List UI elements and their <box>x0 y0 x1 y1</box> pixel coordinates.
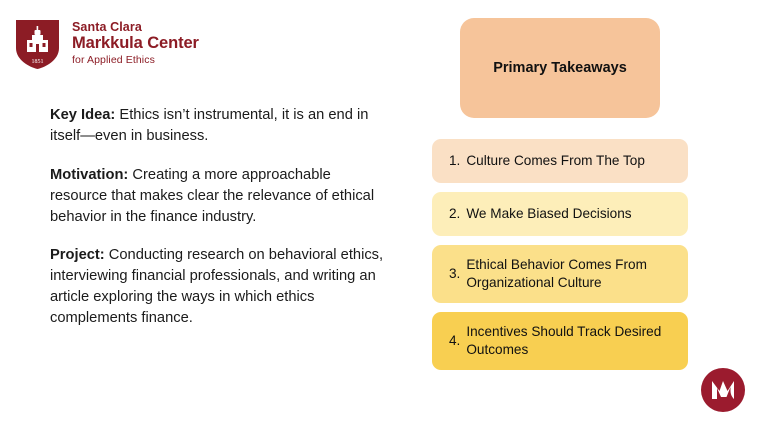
paragraph-label: Key Idea: <box>50 107 116 123</box>
organization-logo <box>14 18 199 70</box>
takeaways-card-list <box>432 139 688 370</box>
takeaway-number: 2. <box>449 205 461 221</box>
takeaway-number: 4. <box>449 333 461 349</box>
takeaway-number: 3. <box>449 266 461 282</box>
takeaway-number: 1. <box>449 152 461 168</box>
paragraph-label: Motivation: <box>50 166 129 183</box>
takeaways-column <box>432 18 688 370</box>
paragraph-motivation <box>50 165 390 228</box>
takeaway-text: Culture Comes From The Top <box>466 152 645 168</box>
shield-icon <box>14 18 61 70</box>
paragraph-key-idea <box>50 105 390 147</box>
paragraph-body: Conducting research on behavioral ethics, interviewing financial professionals, and writing an article exploring the ways in which ethics complements finance. <box>50 247 384 326</box>
takeaway-card <box>432 139 688 183</box>
takeaway-card <box>432 192 688 236</box>
logo-line-markkula-center: Markkula Center <box>72 34 199 53</box>
takeaways-header: Primary Takeaways <box>460 18 660 118</box>
logo-line-santa-clara: Santa Clara <box>72 20 142 34</box>
takeaway-text: We Make Biased Decisions <box>466 205 632 221</box>
shield-year-text: 1851 <box>31 59 44 65</box>
takeaway-card <box>432 312 688 370</box>
left-text-column <box>50 105 390 329</box>
takeaway-text: Incentives Should Track Desired Outcomes <box>466 324 662 358</box>
paragraph-body: Ethics isn’t instrumental, it is an end in itself—even in business. <box>50 107 369 144</box>
logo-line-applied-ethics: for Applied Ethics <box>72 53 155 66</box>
markkula-m-mark-icon <box>700 367 746 413</box>
takeaway-card <box>432 245 688 303</box>
takeaway-text: Ethical Behavior Comes From Organizational Culture <box>466 257 647 291</box>
paragraph-project <box>50 245 390 329</box>
paragraph-label: Project: <box>50 247 105 264</box>
paragraph-body: Creating a more approachable resource that makes clear the relevance of ethical behavior in the finance industry. <box>50 166 375 225</box>
